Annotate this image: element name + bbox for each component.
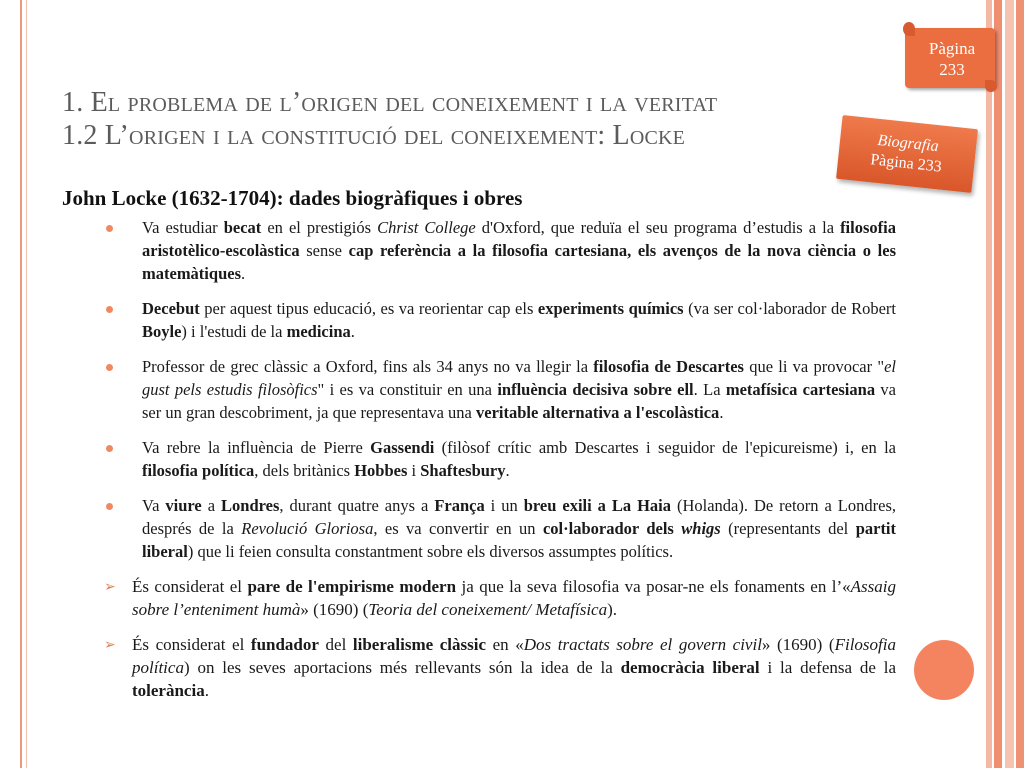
text-run: Va rebre la influència de Pierre [142,438,371,457]
text-run: va ser un gran descobriment, ja que representava una [142,380,896,422]
text-run: Boyle [142,322,182,341]
slide-content [106,216,896,714]
key-point-item [104,633,896,702]
text-run: en « [486,635,524,654]
text-run: (filòsof crític amb Descartes i seguidor de l'epicureisme) i, en la [434,438,896,457]
text-run: França [434,496,485,515]
arrow-bullet-icon: ➢ [104,637,116,653]
text-run: . [719,403,724,422]
left-border-line [20,0,22,768]
text-run: veritable alternativa a l'escolàstica [476,403,720,422]
text-run: . [240,264,246,283]
text-run: a [201,496,222,515]
text-run: . [204,681,209,700]
text-run: Londres [221,496,280,515]
text-run: (Holanda). De retorn a Londres, després de la [142,496,897,538]
bullet-item [106,494,896,563]
text-run: ja que la seva filosofia va posar-ne els fonaments en l’« [456,577,851,596]
bullet-item [106,297,896,343]
bullet-item [106,355,896,424]
text-run: pare de l'empirisme modern [247,577,457,596]
text-run: medicina [286,322,351,341]
text-run: ) que li feien consulta constantment sobre els diversos assumptes polítics. [187,542,674,561]
text-run: » (1690) ( [300,600,369,619]
text-run: Teoria del coneixement/ Metafísica [368,600,608,619]
bullet-dot-icon [106,225,113,232]
scroll-curl-top [903,22,915,36]
text-run: per aquest tipus educació, es va reorientar cap els [199,299,538,318]
text-run: ) on les seves aportacions més rellevants són la idea de la [183,658,621,677]
text-run: filosofia de Descartes [593,357,744,376]
arrow-bullet-icon: ➢ [104,579,116,595]
text-run: , es va convertir en un [373,519,543,538]
scroll-curl-bottom [985,80,997,92]
text-run: És considerat el [132,577,248,596]
section-subheading: John Locke (1632-1704): dades biogràfiques i obres [62,186,523,210]
text-run: (representants del [720,519,856,538]
text-run: partit liberal [142,519,897,561]
bullet-dot-icon [106,364,113,371]
text-run: , dels britànics [254,461,355,480]
page-number: 233 [939,60,965,79]
right-decorative-stripes [980,0,1024,768]
text-run: ). [607,600,618,619]
text-run: » (1690) ( [761,635,835,654]
text-run: i un [484,496,524,515]
text-run: d'Oxford, que reduïa el seu programa d’estudis a la [475,218,841,237]
text-run: Va [142,496,166,515]
text-run: tolerància [132,681,205,700]
text-run: Dos tractats sobre el govern civil [523,635,762,654]
text-run: col·laborador dels [542,519,682,538]
key-points-list [104,575,896,702]
text-run: Filosofia política [132,635,896,677]
text-run: que li va provocar " [743,357,885,376]
text-run: liberalisme clàssic [352,635,487,654]
text-run: . La [693,380,726,399]
text-run: Decebut [142,299,200,318]
text-run: breu exili a La Haia [523,496,672,515]
title-line-2: 1.2 L’origen i la constitució del coneixement: Locke [62,120,686,151]
biography-page: Pàgina 233 [869,151,943,176]
decorative-circle [914,640,974,700]
text-run: viure [165,496,202,515]
text-run: Gassendi [370,438,435,457]
text-run: Shaftesbury [420,461,506,480]
text-run: Christ College [377,218,476,237]
text-run: És considerat el [132,635,251,654]
bullet-item [106,436,896,482]
page-reference-text [909,38,995,80]
text-run: cap referència a la filosofia cartesiana, els avenços de la nova ciència o les matemàtiques [142,241,896,283]
text-run: Hobbes [354,461,408,480]
text-run: i [407,461,421,480]
text-run: influència decisiva sobre ell [497,380,694,399]
text-run: democràcia liberal [620,658,760,677]
text-run: filosofia aristotèlico-escolàstica [142,218,896,260]
page-label: Pàgina [928,39,976,58]
text-run: , durant quatre anys a [279,496,435,515]
biography-bullet-list [106,216,896,563]
text-run: el gust pels estudis filosòfics [142,357,896,399]
bullet-item [106,216,896,285]
text-run: sense [299,241,349,260]
biography-label: Biografia [876,131,940,156]
bullet-dot-icon [106,306,113,313]
text-run: filosofia política [142,461,255,480]
text-run: . [350,322,355,341]
left-border-line-thin [26,0,27,768]
text-run: fundador [250,635,319,654]
text-run: " i es va constituir en una [317,380,498,399]
text-run: Va estudiar [142,218,224,237]
title-line-1: 1. El problema de l’origen del coneixement i la veritat [62,87,718,118]
bullet-dot-icon [106,445,113,452]
text-run: . [505,461,510,480]
text-run: Revolució Gloriosa [241,519,374,538]
text-run: experiments químics [537,299,684,318]
text-run: metafísica cartesiana [725,380,876,399]
text-run: i la defensa de la [759,658,896,677]
text-run: del [318,635,353,654]
text-run: (va ser col·laborador de Robert [683,299,896,318]
key-point-item [104,575,896,621]
text-run: Professor de grec clàssic a Oxford, fins als 34 anys no va llegir la [142,357,594,376]
text-run: ) i l'estudi de la [181,322,287,341]
text-run: whigs [681,519,721,538]
text-run: becat [223,218,262,237]
text-run: en el prestigiós [261,218,378,237]
bullet-dot-icon [106,503,113,510]
page-reference-badge[interactable] [903,22,1003,92]
slide-title [62,86,862,152]
text-run: Assaig sobre l’enteniment humà [132,577,896,619]
